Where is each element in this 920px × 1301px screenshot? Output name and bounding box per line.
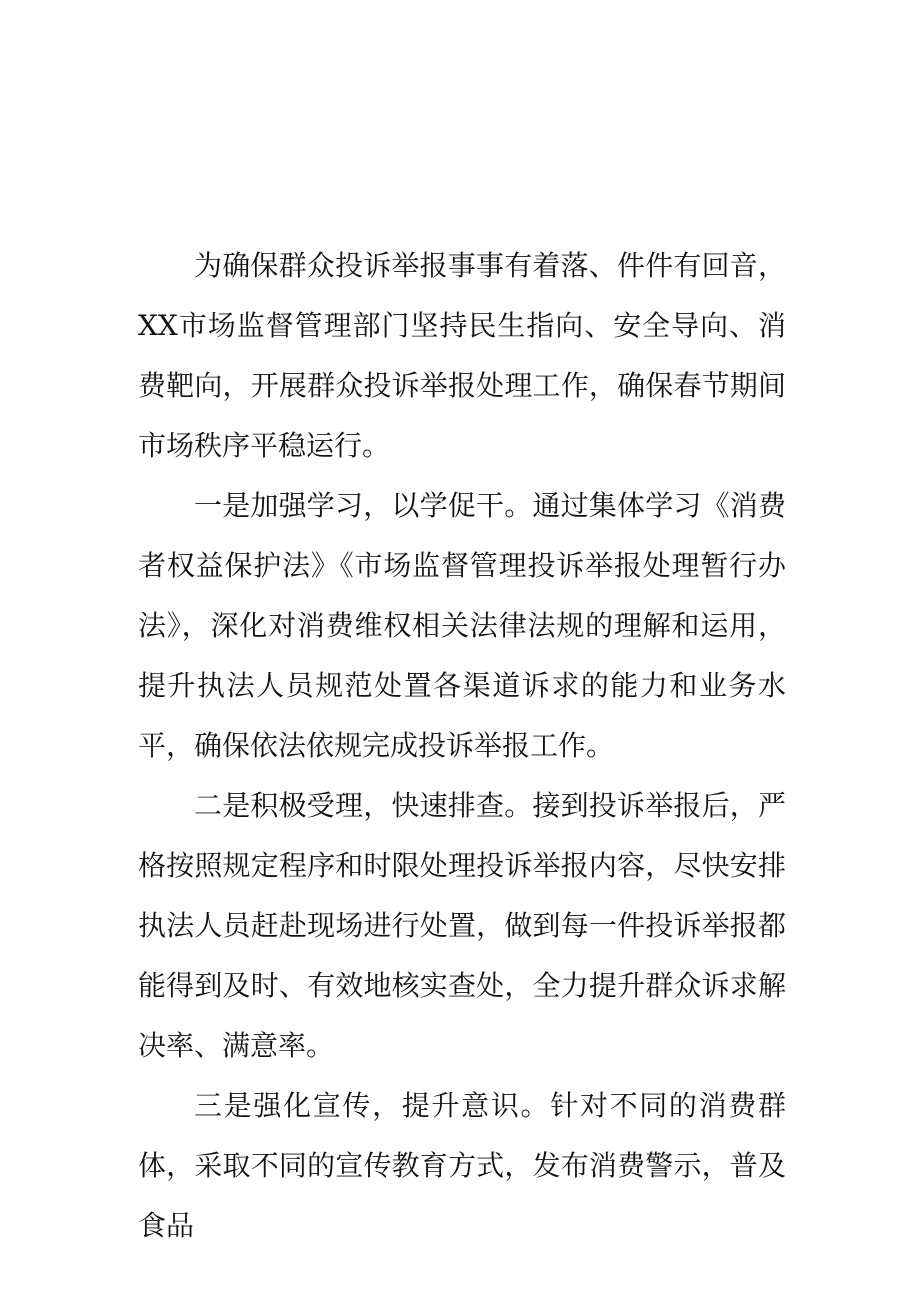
paragraph-point-2: 二是积极受理，快速排查。接到投诉举报后，严格按照规定程序和时限处理投诉举报内容，尽快安排执法人员赶赴现场进行处置，做到每一件投诉举报都能得到及时、有效地核实查处，全力提升群众诉求解决率、满意率。 <box>138 789 786 1062</box>
paragraph-point-1: 一是加强学习，以学促干。通过集体学习《消费者权益保护法》《市场监督管理投诉举报处理暂行办法》，深化对消费维权相关法律法规的理解和运用，提升执法人员规范处置各渠道诉求的能力和业务水平，确保依法依规完成投诉举报工作。 <box>138 489 786 762</box>
document-body <box>138 236 786 1256</box>
paragraph-point-3: 三是强化宣传，提升意识。针对不同的消费群体，采取不同的宣传教育方式，发布消费警示，普及食品 <box>138 1089 786 1242</box>
paragraph-intro: 为确保群众投诉举报事事有着落、件件有回音，XX市场监督管理部门坚持民生指向、安全导向、消费靶向，开展群众投诉举报处理工作，确保春节期间市场秩序平稳运行。 <box>138 249 786 462</box>
